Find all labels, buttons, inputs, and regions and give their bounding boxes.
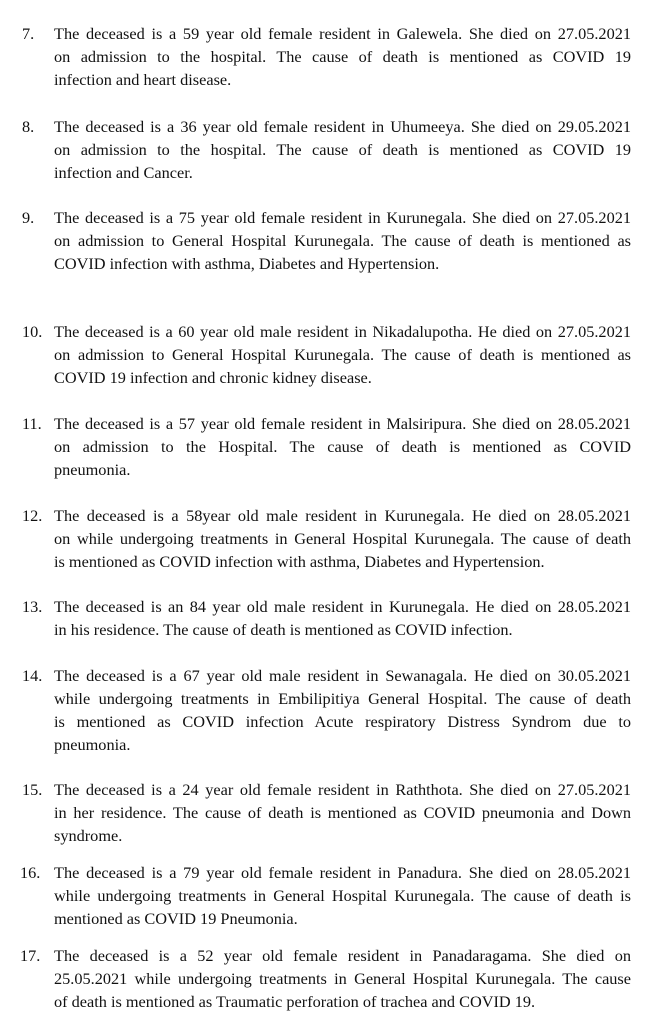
text-line: while undergoing treatments in Embilipitiya General Hospital. The cause of death	[54, 689, 631, 708]
item-number: 14.	[22, 666, 43, 685]
text-line: infection and heart disease.	[54, 70, 232, 89]
text-line: while undergoing treatments in General Hospital Kurunegala. The cause of death is	[54, 886, 631, 905]
text-line: 25.05.2021 while undergoing treatments in General Hospital Kurunegala. The cause	[54, 969, 631, 988]
item-number: 8.	[22, 117, 35, 136]
item-text	[54, 861, 631, 930]
item-number: 9.	[22, 208, 35, 227]
text-line: The deceased is a 67 year old male resident in Sewanagala. He died on 30.05.2021	[54, 666, 631, 685]
text-line: The deceased is a 60 year old male resident in Nikadalupotha. He died on 27.05.2021	[54, 322, 631, 341]
text-line: The deceased is an 84 year old male resident in Kurunegala. He died on 28.05.2021	[54, 597, 631, 616]
item-text	[54, 944, 631, 1013]
text-line: The deceased is a 79 year old female resident in Panadura. She died on 28.05.2021	[54, 863, 631, 882]
text-line: COVID 19 infection and chronic kidney disease.	[54, 368, 372, 387]
text-line: on admission to General Hospital Kurunegala. The cause of death is mentioned as	[54, 345, 631, 364]
text-line: syndrome.	[54, 826, 123, 845]
item-number: 13.	[22, 597, 43, 616]
text-line: in his residence. The cause of death is mentioned as COVID infection.	[54, 620, 513, 639]
item-number: 16.	[20, 863, 41, 882]
text-line: on admission to the hospital. The cause of death is mentioned as COVID 19	[54, 47, 631, 66]
text-line: The deceased is a 75 year old female resident in Kurunegala. She died on 27.05.2021	[54, 208, 631, 227]
item-text	[54, 22, 631, 91]
text-line: pneumonia.	[54, 735, 131, 754]
text-line: on admission to the Hospital. The cause of death is mentioned as COVID	[54, 437, 631, 456]
item-number: 17.	[20, 946, 41, 965]
text-line: on admission to General Hospital Kurunegala. The cause of death is mentioned as	[54, 231, 631, 250]
item-number: 12.	[22, 506, 43, 525]
text-line: COVID infection with asthma, Diabetes and Hypertension.	[54, 254, 440, 273]
item-number: 15.	[22, 780, 43, 799]
text-line: in her residence. The cause of death is mentioned as COVID pneumonia and Down	[54, 803, 631, 822]
text-line: on while undergoing treatments in General Hospital Kurunegala. The cause of death	[54, 529, 631, 548]
text-line: The deceased is a 36 year old female resident in Uhumeeya. She died on 29.05.2021	[54, 117, 631, 136]
text-line: infection and Cancer.	[54, 163, 193, 182]
item-number: 7.	[22, 24, 35, 43]
text-line: is mentioned as COVID infection with asthma, Diabetes and Hypertension.	[54, 552, 545, 571]
text-line: of death is mentioned as Traumatic perforation of trachea and COVID 19.	[54, 992, 536, 1011]
item-text	[54, 778, 631, 847]
text-line: is mentioned as COVID infection Acute respiratory Distress Syndrom due to	[54, 712, 631, 731]
item-text	[54, 115, 631, 184]
text-line: The deceased is a 57 year old female resident in Malsiripura. She died on 28.05.2021	[54, 414, 631, 433]
item-text	[54, 595, 631, 641]
item-text	[54, 504, 631, 573]
item-text	[54, 412, 631, 481]
text-line: The deceased is a 59 year old female resident in Galewela. She died on 27.05.2021	[54, 24, 631, 43]
text-line: mentioned as COVID 19 Pneumonia.	[54, 909, 298, 928]
item-text	[54, 664, 631, 756]
text-line: The deceased is a 24 year old female resident in Raththota. She died on 27.05.2021	[54, 780, 631, 799]
text-line: The deceased is a 52 year old female resident in Panadaragama. She died on	[54, 946, 631, 965]
text-line: pneumonia.	[54, 460, 131, 479]
text-line: on admission to the hospital. The cause of death is mentioned as COVID 19	[54, 140, 631, 159]
item-number: 11.	[22, 414, 42, 433]
text-line: The deceased is a 58year old male resident in Kurunegala. He died on 28.05.2021	[54, 506, 631, 525]
item-number: 10.	[22, 322, 43, 341]
item-text	[54, 320, 631, 389]
item-text	[54, 206, 631, 275]
